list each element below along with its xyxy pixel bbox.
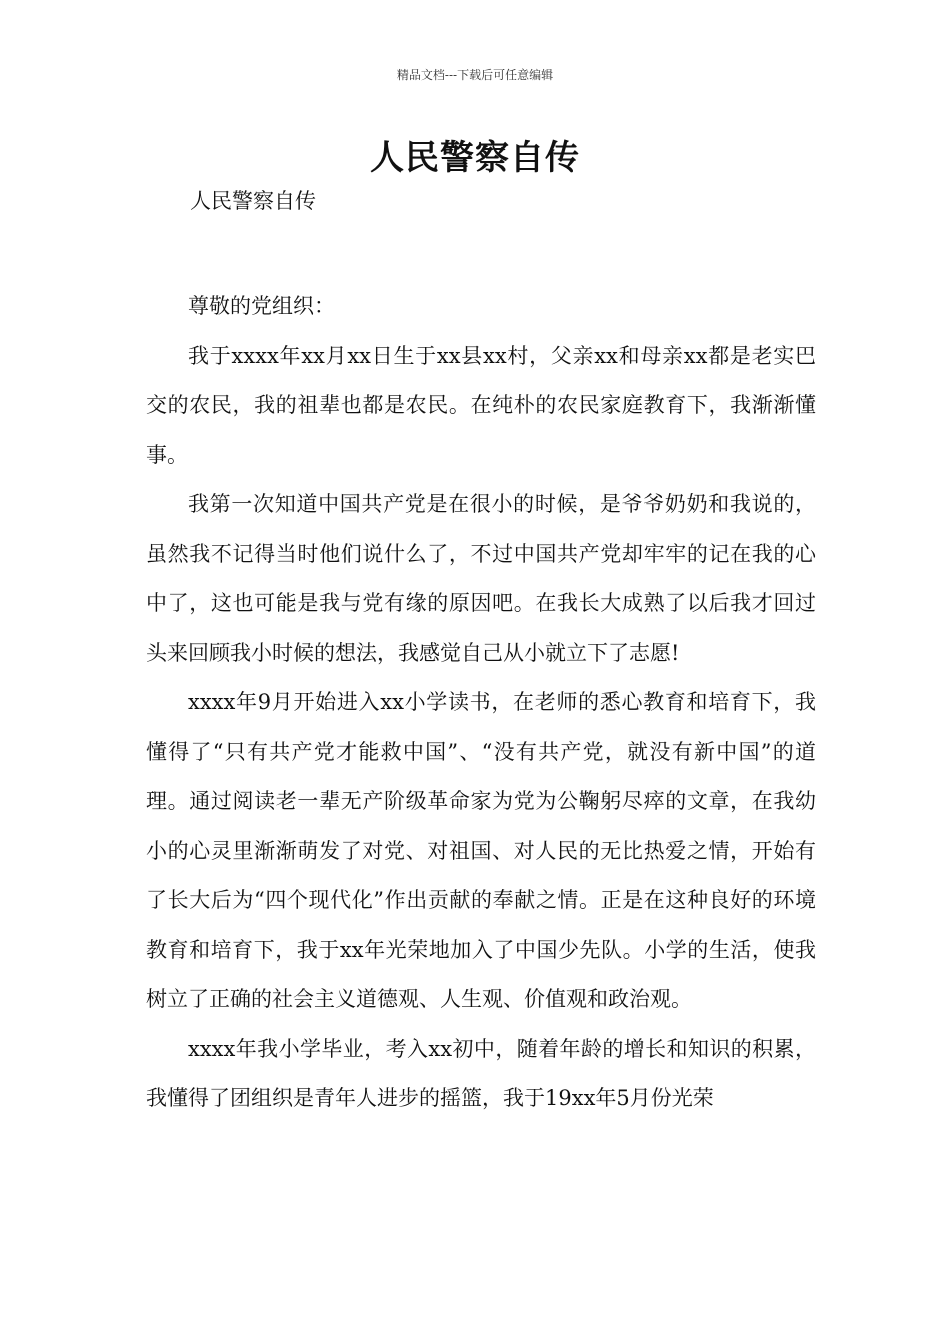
document-title: 人民警察自传 [370,138,580,178]
document-body [146,282,816,1124]
body-paragraph: 我于xxxx年xx月xx日生于xx县xx村，父亲xx和母亲xx都是老实巴交的农民，我的祖辈也都是农民。在纯朴的农民家庭教育下，我渐渐懂事。 [146,343,816,467]
body-paragraph: xxxx年9月开始进入xx小学读书，在老师的悉心教育和培育下，我懂得了“只有共产党才能救中国”、“没有共产党，就没有新中国”的道理。通过阅读老一辈无产阶级革命家为党为公鞠躬尽瘁的文章，在我幼小的心灵里渐渐萌发了对党、对祖国、对人民的无比热爱之情，开始有了长大后为“四个现代化”作出贡献的奉献之情。正是在这种良好的环境教育和培育下，我于xx年光荣地加入了中国少先队。小学的生活，使我树立了正确的社会主义道德观、人生观、价值观和政治观。 [146,690,816,1011]
salutation: 尊敬的党组织： [188,294,335,318]
body-paragraph: 我第一次知道中国共产党是在很小的时候，是爷爷奶奶和我说的，虽然我不记得当时他们说什么了，不过中国共产党却牢牢的记在我的心中了，这也可能是我与党有缘的原因吧。在我长大成熟了以后我才回过头来回顾我小时候的想法，我感觉自己从小就立下了志愿! [146,492,816,665]
body-paragraph: xxxx年我小学毕业，考入xx初中，随着年龄的增长和知识的积累，我懂得了团组织是青年人进步的摇篮，我于19xx年5月份光荣 [146,1036,816,1110]
document-subtitle: 人民警察自传 [190,189,316,213]
page-header: 精品文档---下载后可任意编辑 [396,68,554,82]
